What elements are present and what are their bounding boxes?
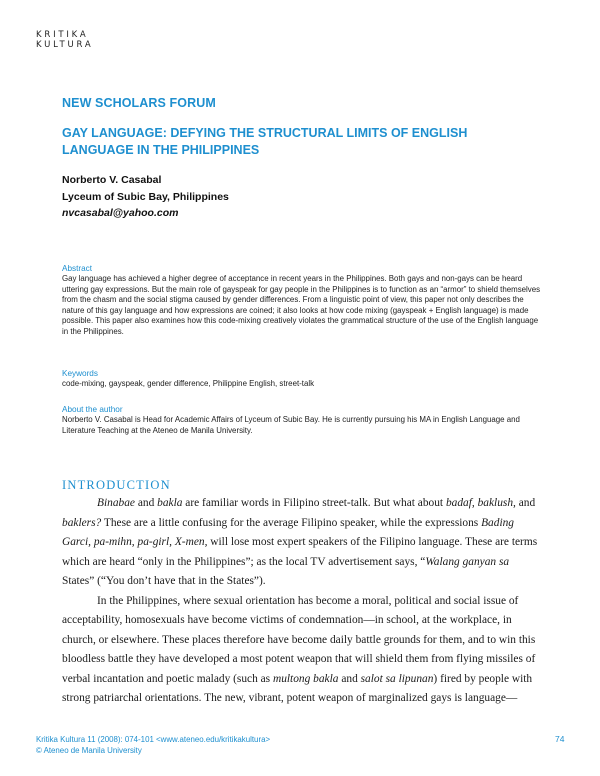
paragraph: [62, 592, 544, 709]
keywords-section: [62, 369, 542, 390]
footer-citation: Kritika Kultura 11 (2008): 074-101 <www.ateneo.edu/kritikakultura>: [36, 735, 271, 744]
term-bakla: bakla: [157, 497, 183, 509]
term-salot-sa-lipunan: salot sa lipunan: [360, 672, 434, 685]
journal-logo: [36, 30, 94, 50]
text-run: will lose most expert speakers of the Filipino language. These are terms which are heard “only in the Philippines”; as the local TV advertisement says, “: [62, 536, 538, 568]
text-run: ) fired by people with strong patriarchal orientations. The new, vibrant, potent weapon of marginalized gays is language—: [62, 672, 533, 704]
about-author-text: Norberto V. Casabal is Head for Academic Affairs of Lyceum of Subic Bay. He is currently pursuing his MA in English Language and Literature Teaching at the Ateneo de Manila University.: [62, 415, 520, 435]
term-walang-ganyan: Walang ganyan sa: [425, 555, 510, 568]
about-author-heading: About the author: [62, 405, 123, 414]
section-label: NEW SCHOLARS FORUM: [62, 96, 216, 110]
page-footer: [36, 734, 270, 756]
text-run: and: [515, 497, 536, 509]
text-run: States” (“You don’t have that in the States”).: [62, 575, 266, 587]
about-author-section: [62, 405, 542, 436]
abstract-section: [62, 264, 542, 338]
logo-line-1: KRITIKA: [36, 30, 89, 40]
term-baklers: baklers?: [62, 516, 102, 529]
term-multong-bakla: multong bakla: [272, 672, 339, 685]
paragraph: [62, 494, 544, 592]
term-list-1: badaf, baklush,: [445, 497, 516, 509]
text-run: are familiar words in Filipino street-talk. But what about: [182, 497, 446, 509]
abstract-text: Gay language has achieved a higher degree of acceptance in recent years in the Philippines. Both gays and non-gays can be heard uttering gay expressions. But the main role of gayspeak for gay people in the Philippines is to function as an “armor” to shield themselves from the chasm and the social stigma caused by gender differences. From a linguistic point of view, this paper not only describes the nature of this gay language and how expressions are coined; it also looks at how code mixing (gayspeak + English language) is made possible. This paper also examines how this code-mixing creatively violates the grammatical structure of the use of the English language in the Philippines.: [62, 274, 541, 336]
logo-line-2: KULTURA: [36, 40, 94, 50]
author-email: nvcasabal@yahoo.com: [62, 207, 179, 219]
keywords-heading: Keywords: [62, 369, 98, 378]
article-title: GAY LANGUAGE: DEFYING THE STRUCTURAL LIMITS OF ENGLISH LANGUAGE IN THE PHILIPPINES: [62, 126, 468, 157]
term-binabae: Binabae: [97, 497, 135, 509]
text-run: and: [338, 672, 361, 685]
term-list-2: Bading Garci, pa-mihn, pa-girl, X-men,: [62, 516, 514, 548]
text-run: and: [134, 497, 158, 509]
text-run: In the Philippines, where sexual orientation has become a moral, political and social issue of acceptability, homosexuals have become victims of condemnation—in school, at the workplace, in church, or elsewhere. These places therefore have become daily battle grounds for them, and to win this bloodless battle they have developed a most potent weapon that will shield them from flying missiles of verbal incantation and poetic malady (such as: [62, 594, 536, 685]
page-number: 74: [555, 734, 565, 744]
text-run: These are a little confusing for the average Filipino speaker, while the expressions: [101, 516, 482, 529]
author-affiliation: Lyceum of Subic Bay, Philippines: [62, 190, 229, 203]
author-name: Norberto V. Casabal: [62, 174, 162, 186]
footer-copyright: © Ateneo de Manila University: [36, 746, 142, 755]
abstract-heading: Abstract: [62, 264, 93, 273]
author-block: [62, 172, 229, 222]
keywords-text: code-mixing, gayspeak, gender difference, Philippine English, street-talk: [62, 379, 315, 388]
introduction-heading: INTRODUCTION: [62, 478, 171, 492]
introduction-body: [62, 494, 544, 709]
